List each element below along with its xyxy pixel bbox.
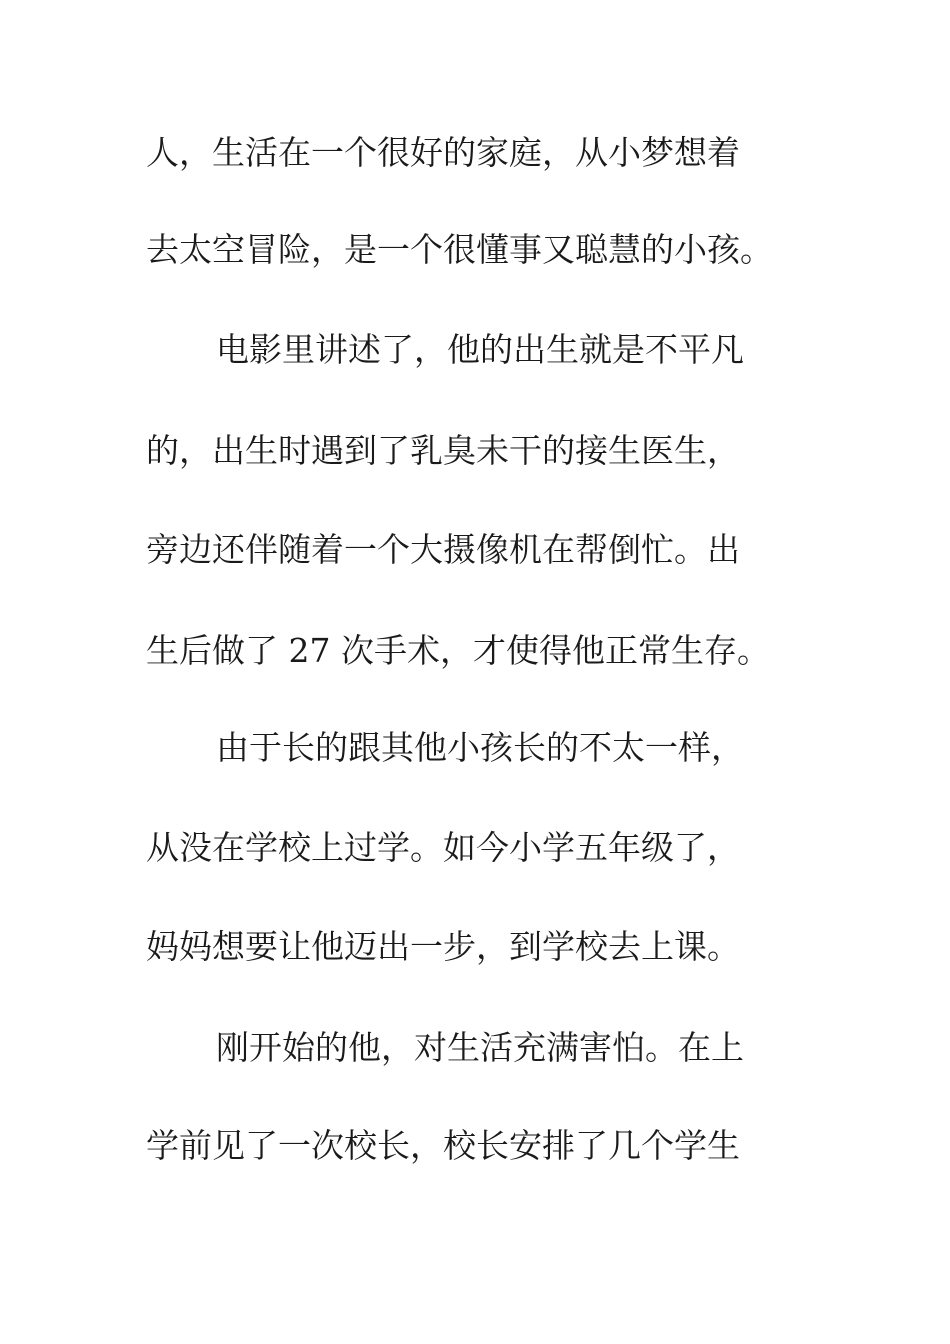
text-line: 旁边还伴随着一个大摄像机在帮倒忙。出 [146,530,740,569]
text-line: 生后做了 27 次手术，才使得他正常生存。 [146,631,770,670]
text-line: 学前见了一次校长，校长安排了几个学生 [146,1126,740,1165]
paragraph-start-line: 由于长的跟其他小孩长的不太一样， [216,728,744,767]
paragraph-start-line: 电影里讲述了，他的出生就是不平凡 [216,330,744,369]
text-line: 妈妈想要让他迈出一步，到学校去上课。 [146,927,740,966]
text-line: 从没在学校上过学。如今小学五年级了， [146,828,740,867]
text-line: 去太空冒险，是一个很懂事又聪慧的小孩。 [146,230,773,269]
paragraph-start-line: 刚开始的他，对生活充满害怕。在上 [216,1028,744,1067]
text-line: 人，生活在一个很好的家庭，从小梦想着 [146,133,740,172]
text-line: 的，出生时遇到了乳臭未干的接生医生， [146,431,740,470]
